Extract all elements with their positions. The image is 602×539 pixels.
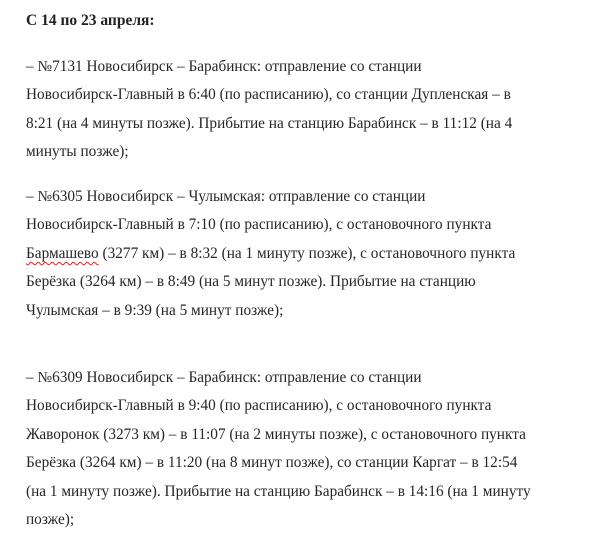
text-line: минуты позже);	[26, 143, 129, 161]
text-line-rest: (3277 км) – в 8:32 (на 1 минуту позже), с остановочного пункта	[102, 244, 516, 262]
train-6309-paragraph	[26, 364, 586, 534]
spellcheck-flagged-word: Бармашево	[26, 244, 99, 262]
train-6305-paragraph	[26, 183, 586, 325]
text-line	[26, 240, 586, 268]
text-line: Берёзка (3264 км) – в 11:20 (на 8 минут позже), со станции Каргат – в 12:54	[26, 454, 518, 472]
text-line: – №6309 Новосибирск – Барабинск: отправление со станции	[26, 369, 422, 386]
train-7131-paragraph	[26, 53, 586, 167]
text-line: позже);	[26, 511, 75, 529]
text-line: Новосибирск-Главный в 7:10 (по расписанию), с остановочного пункта	[26, 216, 492, 234]
text-line: 8:21 (на 4 минуты позже). Прибытие на станцию Барабинск – в 11:12 (на 4	[26, 114, 513, 132]
text-line: Новосибирск-Главный в 6:40 (по расписанию), со станции Дупленская – в	[26, 86, 511, 104]
text-line: Чулымская – в 9:39 (на 5 минут позже);	[26, 301, 284, 319]
text-line: Жаворонок (3273 км) – в 11:07 (на 2 минуты позже), с остановочного пункта	[26, 425, 526, 443]
section-heading: С 14 по 23 апреля:	[26, 12, 155, 29]
text-line: Новосибирск-Главный в 9:40 (по расписанию), с остановочного пункта	[26, 397, 492, 415]
text-line: (на 1 минуту позже). Прибытие на станцию Барабинск – в 14:16 (на 1 минуту	[26, 482, 531, 500]
text-line: – №6305 Новосибирск – Чулымская: отправление со станции	[26, 188, 426, 205]
text-line: – №7131 Новосибирск – Барабинск: отправление со станции	[26, 58, 422, 75]
text-line: Берёзка (3264 км) – в 8:49 (на 5 минут позже). Прибытие на станцию	[26, 273, 476, 291]
